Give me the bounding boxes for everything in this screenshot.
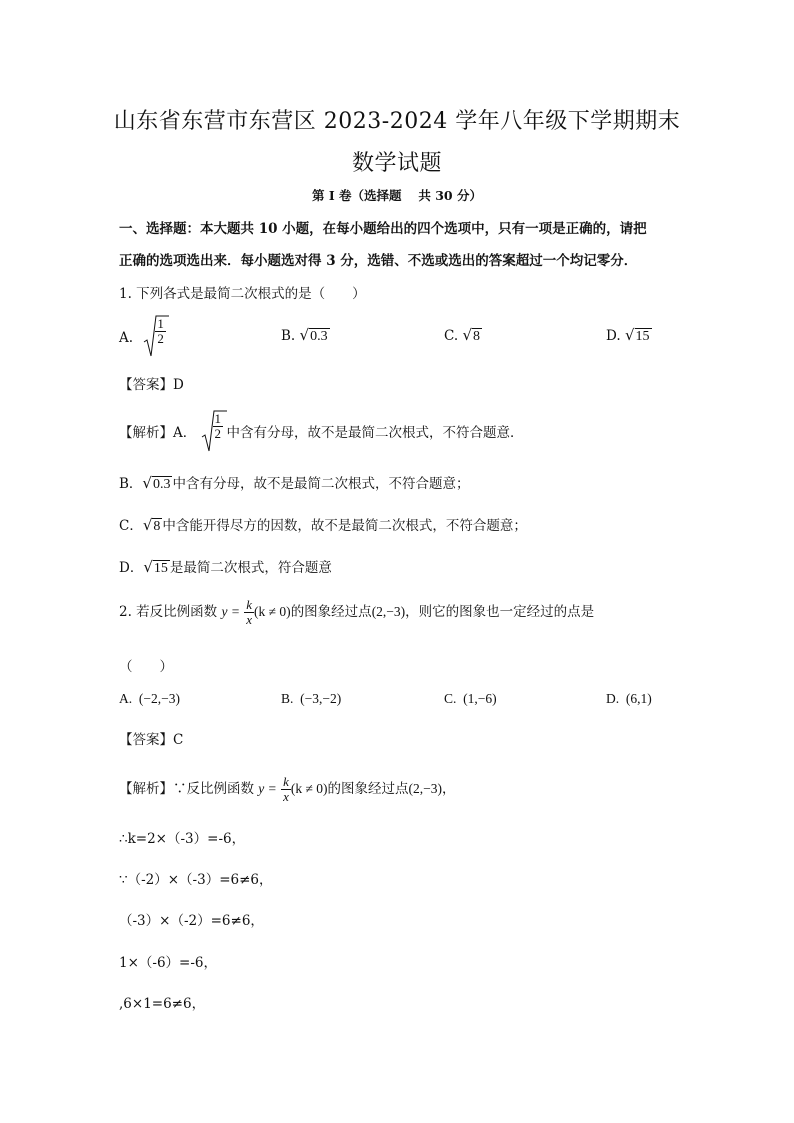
q2-analysis-condition: (k ≠ 0) (290, 781, 328, 796)
q1-analysis-b (119, 472, 469, 493)
analysis-d-text: 是最简二次根式，符合题意 (169, 560, 332, 576)
q2-analysis-numerator: k (283, 774, 289, 789)
analysis-tag: 【解析】 (119, 781, 173, 797)
q2-analysis-mid: 的图象经过点 (327, 781, 409, 797)
analysis-a-prefix: A． (173, 425, 197, 441)
analysis-b-prefix: B． (119, 476, 143, 492)
q1-option-c-label: C. (444, 328, 459, 344)
q2-option-d (606, 691, 652, 707)
doc-title-line2: 数学试题 (351, 151, 442, 176)
radical-sign-icon: √ (462, 326, 472, 344)
q1-answer (119, 373, 184, 393)
analysis-tag: 【解析】 (119, 425, 173, 441)
analysis-a-denominator: 2 (214, 426, 222, 441)
section-header: 第 I 卷（选择题 共 30 分） (311, 188, 482, 203)
q1-option-c-radicand: 8 (473, 329, 480, 344)
q1-option-b (281, 326, 330, 345)
analysis-c-text: 中含能开得尽方的因数，故不是最简二次根式，不符合题意； (162, 518, 527, 534)
q1-analysis-a (119, 409, 524, 453)
q2-stem-pre: 2. 若反比例函数 (119, 604, 218, 620)
q2-func-fraction (244, 598, 254, 627)
q1-option-b-label: B. (281, 328, 296, 344)
analysis-b-radicand: 0.3 (152, 477, 171, 492)
q2-option-b-value: (−3,−2) (300, 691, 342, 706)
q2-step-2: ∵（-2）×（-3）=6≠6， (119, 872, 273, 888)
radical-sign-icon: √ (142, 516, 153, 534)
q1-option-d-label: D. (606, 328, 621, 344)
q2-paren: （ ） (119, 659, 173, 675)
q2-step-4: 1×（-6）=-6， (119, 955, 218, 971)
q1-option-a-denominator: 2 (157, 331, 164, 346)
q2-analysis-denominator: x (283, 789, 289, 804)
q2-option-c-value: (1,−6) (463, 691, 497, 706)
q1-option-a-label: A. (119, 330, 134, 346)
q1-option-a-numerator: 1 (157, 316, 164, 331)
analysis-d-radicand: 15 (153, 561, 168, 576)
q2-option-d-value: (6,1) (625, 691, 652, 706)
q2-stem-mid: 的图象经过点 (290, 604, 372, 620)
radical-sign-icon: √ (299, 326, 310, 344)
q1-option-d-radicand: 15 (635, 329, 650, 344)
q2-option-a-label: A. (119, 691, 133, 706)
q2-option-d-label: D. (606, 691, 620, 706)
answer-tag: 【答案】 (119, 377, 173, 393)
q2-point: (2,−3) (371, 604, 406, 619)
radical-sign-icon: √ (143, 558, 153, 576)
q2-func-condition: (k ≠ 0) (254, 604, 291, 619)
q2-option-c-label: C. (444, 691, 457, 706)
analysis-a-fraction (213, 412, 224, 441)
instructions-line1: 一、选择题：本大题共 10 小题，在每小题给出的四个选项中，只有一项是正确的，请把 (119, 221, 647, 237)
q2-step-1: ∴k=2×（-3）=-6， (119, 831, 246, 847)
analysis-b-text: 中含有分母，故不是最简二次根式，不符合题意； (172, 476, 470, 492)
q2-analysis-func-lhs: y = (258, 781, 277, 796)
q2-stem (119, 598, 594, 627)
q2-analysis-end: ， (442, 781, 456, 797)
q1-option-a (119, 314, 169, 358)
sqrt-symbol (201, 409, 227, 453)
q2-analysis-point: (2,−3) (408, 781, 442, 796)
analysis-c-radicand: 8 (153, 519, 161, 534)
answer-tag: 【答案】 (119, 732, 173, 748)
q2-option-a-value: (−2,−3) (138, 691, 180, 706)
q2-option-b-label: B. (281, 691, 294, 706)
q2-step-5: ,6×1=6≠6， (119, 996, 206, 1012)
q2-func-lhs: y = (221, 604, 240, 619)
q1-option-d (606, 326, 652, 345)
analysis-a-numerator: 1 (214, 411, 222, 426)
q2-option-b (281, 691, 341, 707)
analysis-c-prefix: C． (119, 518, 143, 534)
q2-analysis-fraction (281, 775, 291, 804)
instructions-line2: 正确的选项选出来．每小题选对得 3 分，选错、不选或选出的答案超过一个均记零分． (119, 253, 638, 269)
q2-option-a (119, 691, 180, 707)
q1-stem: 1. 下列各式是最简二次根式的是（ ） (119, 286, 366, 302)
q2-answer (119, 728, 183, 748)
q1-answer-value: D (173, 377, 184, 393)
q1-option-b-radicand: 0.3 (310, 329, 328, 344)
analysis-a-text: 中含有分母，故不是最简二次根式，不符合题意． (226, 425, 524, 441)
q1-option-a-fraction (155, 317, 166, 346)
sqrt-symbol (143, 314, 169, 358)
q1-analysis-c (119, 514, 527, 535)
q1-analysis-d (119, 556, 332, 577)
q2-stem-post: ，则它的图象也一定经过的点是 (405, 604, 595, 620)
q2-analysis-pre: ∵反比例函数 (173, 781, 254, 797)
q2-option-c (444, 691, 497, 707)
analysis-d-prefix: D． (119, 560, 144, 576)
q2-func-numerator: k (246, 597, 253, 612)
q1-option-c (444, 326, 482, 345)
doc-title-line1: 山东省东营市东营区 2023-2024 学年八年级下学期期末 (113, 109, 681, 134)
q2-answer-value: C (173, 732, 184, 748)
radical-sign-icon: √ (142, 474, 152, 492)
radical-sign-icon: √ (624, 326, 635, 344)
q2-func-denominator: x (246, 612, 253, 627)
q2-analysis (119, 775, 456, 804)
q2-step-3: （-3）×（-2）=6≠6， (119, 913, 264, 929)
